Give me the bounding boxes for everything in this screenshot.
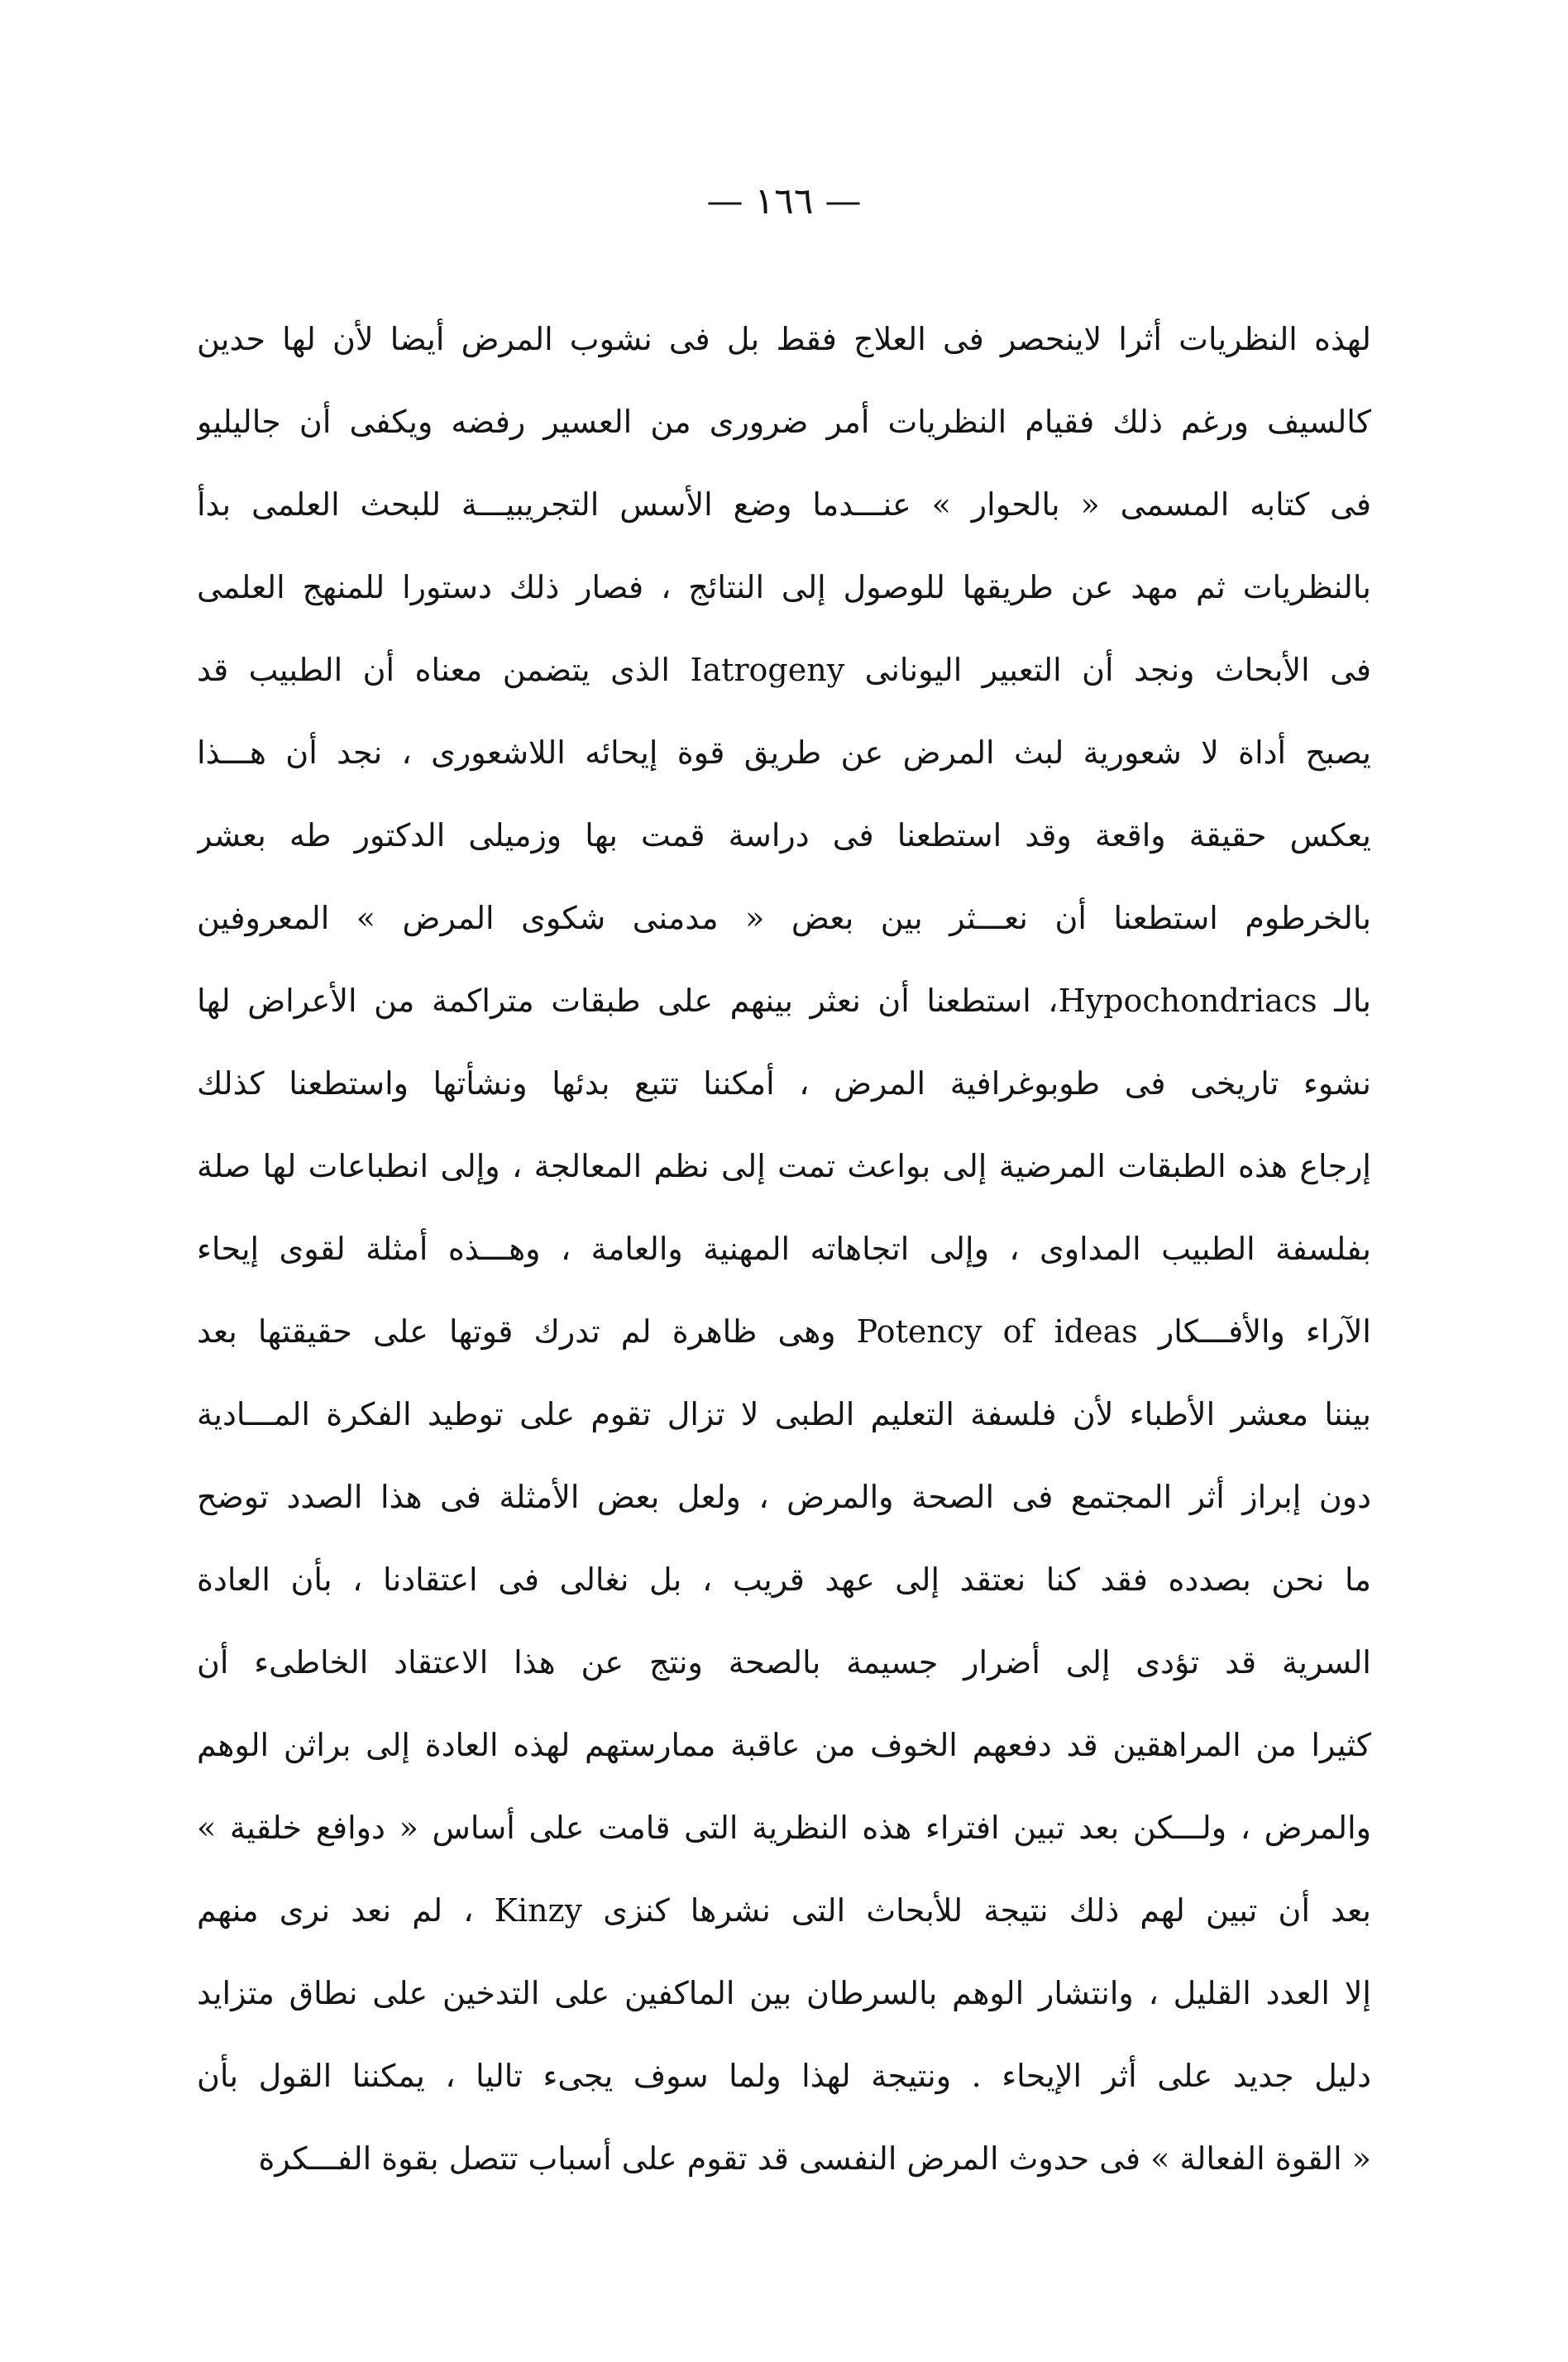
- text-line: دليل جديد على أثر الإيحاء . ونتيجة لهذا ولما سوف يجىء تاليا ، يمكننا القول بأن: [197, 2058, 1371, 2094]
- text-line: إلا العدد القليل ، وانتشار الوهم بالسرطان بين الماكفين على التدخين على نطاق متزايد: [197, 1975, 1371, 2011]
- text-line: يصبح أداة لا شعورية لبث المرض عن طريق قوة إيحائه اللاشعورى ، نجد أن هـــذا: [197, 734, 1371, 771]
- text-line: « القوة الفعالة » فى حدوث المرض النفسى قد تقوم على أسباب تتصل بقوة الفـــكرة: [258, 2140, 1371, 2177]
- text-line: بيننا معشر الأطباء لأن فلسفة التعليم الطبى لا تزال تقوم على توطيد الفكرة المـــادية: [197, 1396, 1371, 1432]
- text-line: دون إبراز أثر المجتمع فى الصحة والمرض ، ولعل بعض الأمثلة فى هذا الصدد توضح: [197, 1479, 1371, 1515]
- text-line: بالخرطوم استطعنا أن نعـــثر بين بعض « مدمنى شكوى المرض » المعروفين: [197, 900, 1371, 936]
- text-line: السرية قد تؤدى إلى أضرار جسيمة بالصحة ونتج عن هذا الاعتقاد الخاطىء أن: [197, 1644, 1371, 1681]
- text-line: نشوء تاريخى فى طوبوغرافية المرض ، أمكننا تتبع بدئها ونشأتها واستطعنا كذلك: [197, 1065, 1371, 1102]
- text-line: فى الأبحاث ونجد أن التعبير اليونانى Iatrogeny الذى يتضمن معناه أن الطبيب قد: [197, 652, 1371, 688]
- text-line: فى كتابه المسمى « بالحوار » عنـــدما وضع الأسس التجريبيـــة للبحث العلمى بدأ: [197, 486, 1371, 523]
- text-line: يعكس حقيقة واقعة وقد استطعنا فى دراسة قمت بها وزميلى الدكتور طه بعشر: [197, 817, 1371, 853]
- text-line: لهذه النظريات أثرا لاينحصر فى العلاج فقط بل فى نشوب المرض أيضا لأن لها حدين: [197, 321, 1371, 357]
- text-line: بفلسفة الطبيب المداوى ، وإلى اتجاهاته المهنية والعامة ، وهـــذه أمثلة لقوى إيحاء: [197, 1231, 1371, 1267]
- page-number: — ١٦٦ —: [706, 180, 862, 222]
- text-line: بعد أن تبين لهم ذلك نتيجة للأبحاث التى نشرها كنزى Kinzy ، لم نعد نرى منهم: [197, 1892, 1371, 1929]
- text-line: كالسيف ورغم ذلك فقيام النظريات أمر ضرورى من العسير رفضه ويكفى أن جاليليو: [197, 404, 1371, 440]
- body-text: [197, 298, 1371, 2200]
- text-line: بالـ Hypochondriacs، استطعنا أن نعثر بينهم على طبقات متراكمة من الأعراض لها: [197, 983, 1371, 1019]
- text-line: ما نحن بصدده فقد كنا نعتقد إلى عهد قريب ، بل نغالى فى اعتقادنا ، بأن العادة: [197, 1561, 1371, 1598]
- text-line: والمرض ، ولـــكن بعد تبين افتراء هذه النظرية التى قامت على أساس « دوافع خلقية »: [197, 1810, 1371, 1846]
- text-line: كثيرا من المراهقين قد دفعهم الخوف من عاقبة ممارستهم لهذه العادة إلى براثن الوهم: [197, 1727, 1371, 1763]
- text-line: إرجاع هذه الطبقات المرضية إلى بواعث تمت إلى نظم المعالجة ، وإلى انطباعات لها صلة: [197, 1148, 1371, 1184]
- text-line: الآراء والأفـــكار Potency of ideas وهى ظاهرة لم تدرك قوتها على حقيقتها بعد: [197, 1313, 1371, 1350]
- text-line: بالنظريات ثم مهد عن طريقها للوصول إلى النتائج ، فصار ذلك دستورا للمنهج العلمى: [197, 569, 1371, 605]
